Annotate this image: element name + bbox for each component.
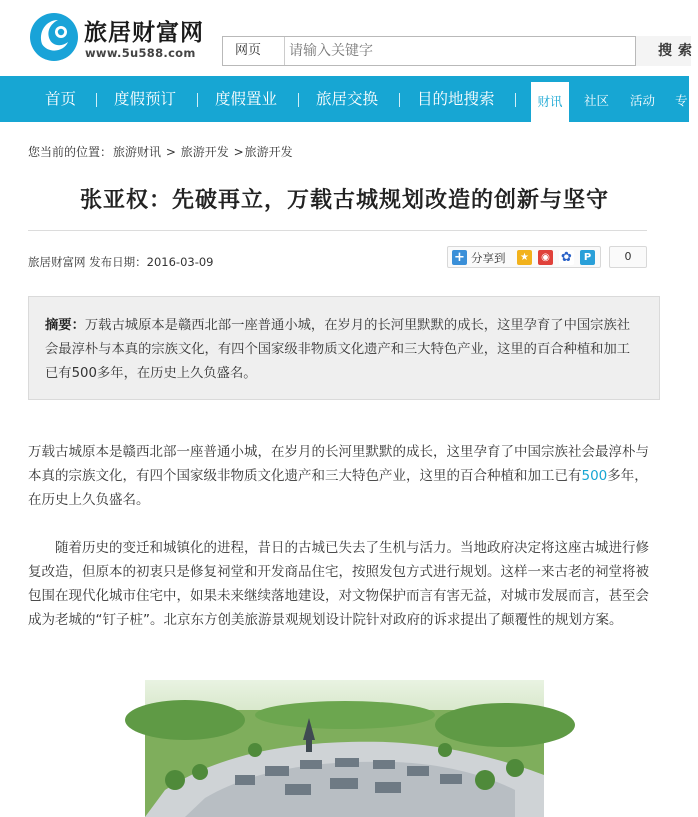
nav-item-booking[interactable]: 度假预订 [114,90,177,108]
site-header [0,0,698,76]
breadcrumb [28,143,294,160]
nav-item-home[interactable]: 首页 [45,90,77,108]
paragraph-text: 万载古城原本是赣西北部一座普通小城，在岁月的长河里默默的成长，这里孕育了中国宗族社会最淳朴与本真的宗族文化，有四个国家级非物质文化遗产和三大特色产业，这里的百合种植和加工已有 [28,444,649,484]
breadcrumb-prefix: 您当前的位置： [28,145,113,159]
tencent-weibo-icon[interactable]: P [580,250,595,265]
site-url: www.5u588.com [85,46,196,60]
nav-separator [298,93,299,107]
paragraph-number: 500 [581,468,608,484]
article-paragraph [28,440,660,512]
nav-item-property[interactable]: 度假置业 [215,90,278,108]
share-bar [447,246,601,268]
nav-tab-more[interactable]: 专 [675,93,688,108]
main-nav [0,76,689,122]
nav-tab-news[interactable]: 财讯 [531,82,569,122]
nav-separator [197,93,198,107]
breadcrumb-current[interactable]: 旅游开发 [244,145,293,159]
summary-label: 摘要： [45,318,85,333]
paragraph-text: 随着历史的变迁和城镇化的进程，昔日的古城已失去了生机与活力。当地政府决定将这座古城进行修复改造，但原本的初衷只是修复祠堂和开发商品住宅，按照发包方式进行规划。这样一来古老的祠堂将被包围在现代化城市住宅中，如果未来继续落地建设，对文物保护而言有害无益，对城市发展而言，甚至会成为老城的“钉子桩”。北京东方创美旅游景观规划设计院针对政府的诉求提出了颠覆性的规划方案。 [28,540,649,628]
nav-separator [399,93,400,107]
nav-tab-events[interactable]: 活动 [630,93,656,108]
nav-separator [96,93,97,107]
article-image [145,680,544,817]
baidu-icon[interactable]: ✿ [559,250,574,265]
nav-item-exchange[interactable]: 旅居交换 [316,90,379,108]
breadcrumb-link-news[interactable]: 旅游财讯 [113,145,162,159]
nav-tab-community[interactable]: 社区 [584,93,610,108]
chevron-right-icon: > [165,145,176,159]
logo-icon [28,10,80,62]
article-date-label: 发布日期： [89,255,147,269]
site-title: 旅居财富网 [84,20,204,46]
weibo-icon[interactable]: ◉ [538,250,553,265]
search-type-select[interactable]: 网页 [223,37,285,65]
nav-item-destination[interactable]: 目的地搜索 [417,90,495,108]
article-meta [28,254,214,270]
paragraph-text: 多年，在历史上久负盛名。 [28,468,648,508]
article-summary [28,296,660,400]
share-count: 0 [609,246,647,268]
share-plus-icon[interactable]: + [452,250,467,265]
title-divider [28,230,647,231]
article-date: 2016-03-09 [146,255,214,269]
article-paragraph [28,536,660,632]
site-logo[interactable] [28,10,228,68]
chevron-right-icon: > [233,145,244,159]
share-label[interactable]: 分享到 [471,251,506,265]
article-source: 旅居财富网 [28,255,86,269]
summary-text: 万载古城原本是赣西北部一座普通小城，在岁月的长河里默默的成长，这里孕育了中国宗族社会最淳朴与本真的宗族文化，有四个国家级非物质文化遗产和三大特色产业，这里的百合种植和加工已有500多年，在历史上久负盛名。 [45,318,631,381]
article-title: 张亚权：先破再立，万载古城规划改造的创新与坚守 [79,187,609,213]
search-button[interactable]: 搜索 [635,36,691,66]
breadcrumb-link-dev[interactable]: 旅游开发 [180,145,229,159]
search-bar [222,36,698,66]
qzone-icon[interactable]: ★ [517,250,532,265]
search-input[interactable] [289,39,633,63]
nav-separator [515,93,516,107]
